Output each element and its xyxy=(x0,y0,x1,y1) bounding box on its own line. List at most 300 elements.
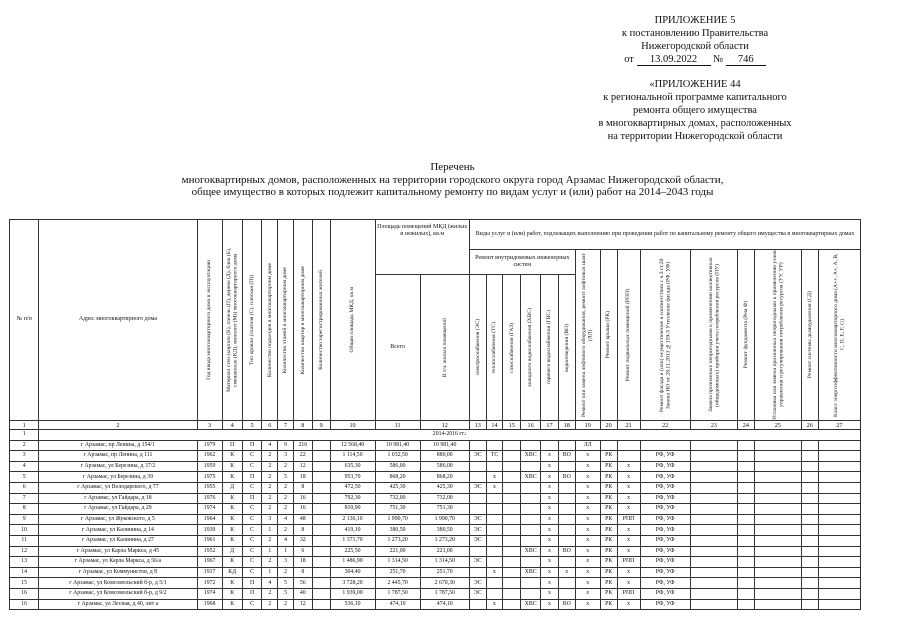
table-cell: х xyxy=(575,535,600,546)
table-cell: 880,00 xyxy=(420,451,469,462)
table-cell xyxy=(690,557,737,568)
address-cell: г Арзамас, ул Жуковского, д 5 xyxy=(39,514,197,525)
table-cell: ВО xyxy=(558,599,575,610)
table-cell xyxy=(737,525,754,536)
table-cell xyxy=(801,578,818,589)
column-number: 14 xyxy=(486,421,503,430)
col-vo: водоотведения (ВО) xyxy=(563,323,570,372)
table-cell: С xyxy=(242,525,262,536)
table-cell xyxy=(754,535,801,546)
table-cell: ЭС xyxy=(469,557,486,568)
table-cell: ЭС xyxy=(469,525,486,536)
table-cell: 5 xyxy=(278,578,294,589)
col-residents: Количество зарегистрированных жителей xyxy=(317,270,324,370)
table-cell: х xyxy=(575,599,600,610)
table-cell: 474,10 xyxy=(420,599,469,610)
table-cell xyxy=(558,514,575,525)
table-cell xyxy=(486,461,503,472)
table-cell: Д xyxy=(222,546,242,557)
col-entrances: Количество подъездов в многоквартирном доме xyxy=(266,262,273,378)
table-cell: С xyxy=(242,567,262,578)
table-cell: 425,30 xyxy=(375,482,420,493)
table-cell xyxy=(521,482,541,493)
col-basement: Ремонт подвальных помещений (РПП) xyxy=(625,288,632,382)
table-cell: С xyxy=(242,451,262,462)
address-cell: г Арзамас, ул Гайдара, д 18 xyxy=(39,493,197,504)
table-cell xyxy=(521,525,541,536)
address-cell: г Арзамас, ул Карла Маркса, д 56/а xyxy=(39,557,197,568)
table-cell: РФ, УФ xyxy=(640,461,690,472)
table-cell: 9 xyxy=(10,514,39,525)
table-cell xyxy=(818,578,860,589)
table-cell xyxy=(737,567,754,578)
column-number: 26 xyxy=(801,421,818,430)
table-cell: 12 xyxy=(293,461,312,472)
address-cell: г Арзамас, ул Березина, д 39 xyxy=(39,472,197,483)
table-cell: РФ, УФ xyxy=(640,482,690,493)
column-number: 16 xyxy=(521,421,541,430)
column-number: 6 xyxy=(262,421,278,430)
table-cell: х xyxy=(575,557,600,568)
table-cell xyxy=(737,504,754,515)
table-cell xyxy=(818,493,860,504)
table-cell xyxy=(737,493,754,504)
table-cell xyxy=(818,451,860,462)
table-cell xyxy=(690,461,737,472)
table-cell: П xyxy=(242,588,262,599)
table-cell: РК xyxy=(600,546,617,557)
table-cell: 13 xyxy=(10,557,39,568)
column-number: 12 xyxy=(420,421,469,430)
table-cell: 2 xyxy=(278,567,294,578)
table-row xyxy=(10,514,861,525)
table-cell: 1974 xyxy=(197,504,222,515)
table-cell: 1972 xyxy=(197,578,222,589)
table-cell xyxy=(754,461,801,472)
table-cell: С xyxy=(242,482,262,493)
table-cell: 1 273,20 xyxy=(375,535,420,546)
table-cell: 732,00 xyxy=(375,493,420,504)
table-body xyxy=(10,421,861,610)
table-cell: К xyxy=(222,504,242,515)
table-cell: 1 939,00 xyxy=(330,588,375,599)
table-cell: х xyxy=(541,546,559,557)
table-cell: ХВС xyxy=(521,599,541,610)
table-cell: х xyxy=(486,482,503,493)
table-cell xyxy=(486,588,503,599)
col-drainage: Ремонт системы дымоудаления (СД) xyxy=(806,291,813,379)
table-cell xyxy=(754,504,801,515)
table-cell: К xyxy=(222,525,242,536)
table-cell: х xyxy=(541,557,559,568)
table-cell xyxy=(503,514,521,525)
column-number: 1 xyxy=(10,421,39,430)
col-roof-repair: Ремонт крыши (РК) xyxy=(605,311,612,359)
table-cell: 380,50 xyxy=(420,525,469,536)
table-cell xyxy=(818,546,860,557)
table-cell: РПП xyxy=(617,557,640,568)
table-cell: 10 981,40 xyxy=(375,440,420,451)
table-cell: РК xyxy=(600,535,617,546)
table-cell: х xyxy=(541,525,559,536)
title-line1: Перечень xyxy=(430,161,475,173)
table-cell xyxy=(521,461,541,472)
table-cell: 1 990,70 xyxy=(420,514,469,525)
table-row xyxy=(10,525,861,536)
table-cell: К xyxy=(222,493,242,504)
appendix-5-title: ПРИЛОЖЕНИЕ 5 xyxy=(654,15,736,26)
table-cell: РК xyxy=(600,557,617,568)
column-number: 3 xyxy=(197,421,222,430)
table-cell: х xyxy=(575,461,600,472)
table-cell: 1975 xyxy=(197,472,222,483)
table-cell: ТС xyxy=(486,451,503,462)
table-cell xyxy=(690,451,737,462)
table-cell: 22 xyxy=(293,451,312,462)
col-premises-total: Всего xyxy=(375,275,420,421)
table-cell: ЭС xyxy=(469,588,486,599)
table-cell xyxy=(737,451,754,462)
table-cell: ХВС xyxy=(521,472,541,483)
table-cell: 1967 xyxy=(197,557,222,568)
table-cell xyxy=(541,440,559,451)
table-cell xyxy=(754,557,801,568)
table-cell: П xyxy=(242,472,262,483)
table-cell: 216 xyxy=(293,440,312,451)
table-cell xyxy=(754,599,801,610)
table-cell: 6 xyxy=(293,546,312,557)
table-row xyxy=(10,504,861,515)
table-cell: ВО xyxy=(558,546,575,557)
table-cell: 4 xyxy=(262,578,278,589)
table-cell xyxy=(617,451,640,462)
col-address: Адрес многоквартирного дома xyxy=(39,220,197,421)
table-cell: РК xyxy=(600,461,617,472)
table-cell xyxy=(754,525,801,536)
table-cell xyxy=(469,567,486,578)
table-cell: 8 xyxy=(10,504,39,515)
address-cell: г Арзамас, ул Володарского, д 77 xyxy=(39,482,197,493)
table-cell xyxy=(801,451,818,462)
table-cell: 56 xyxy=(293,578,312,589)
column-number: 2 xyxy=(39,421,197,430)
table-cell: 1976 xyxy=(197,493,222,504)
table-cell: 3 xyxy=(278,451,294,462)
table-cell xyxy=(469,440,486,451)
table-cell xyxy=(558,588,575,599)
table-cell: РК xyxy=(600,599,617,610)
table-cell: ХВС xyxy=(521,451,541,462)
table-cell xyxy=(312,525,330,536)
table-cell xyxy=(754,567,801,578)
period-row xyxy=(10,430,861,441)
table-cell: 12 xyxy=(10,546,39,557)
table-cell: х xyxy=(617,493,640,504)
table-cell xyxy=(312,546,330,557)
table-cell xyxy=(503,578,521,589)
table-cell: 2 xyxy=(262,588,278,599)
table-cell xyxy=(558,493,575,504)
table-cell: х xyxy=(541,451,559,462)
col-works-group: Виды услуг и (или) работ, подлежащих выполнению при проведении работ по капитальному ремонту общего имущества в многоквартирных домах xyxy=(469,220,860,250)
address-cell: г Арзамас, ул Калинина, д 14 xyxy=(39,525,197,536)
table-cell xyxy=(503,535,521,546)
table-cell xyxy=(818,440,860,451)
table-cell: 8 xyxy=(293,525,312,536)
table-cell xyxy=(801,472,818,483)
table-cell xyxy=(312,451,330,462)
table-cell xyxy=(737,578,754,589)
table-cell xyxy=(521,493,541,504)
table-cell: 225,50 xyxy=(330,546,375,557)
table-cell: 4 xyxy=(278,535,294,546)
table-cell: 1 032,50 xyxy=(375,451,420,462)
table-cell xyxy=(801,482,818,493)
table-cell xyxy=(801,588,818,599)
table-cell: ВО xyxy=(558,451,575,462)
table-cell: х xyxy=(541,504,559,515)
table-cell xyxy=(558,557,575,568)
table-cell xyxy=(486,578,503,589)
table-cell: П xyxy=(242,578,262,589)
column-number: 8 xyxy=(293,421,312,430)
table-cell: 4 xyxy=(10,461,39,472)
table-cell: ВО xyxy=(558,472,575,483)
table-cell: 1961 xyxy=(197,535,222,546)
table-row xyxy=(10,451,861,462)
table-cell xyxy=(801,557,818,568)
col-roof-type: Тип кровли (скатная (С), плоская (П)) xyxy=(248,274,255,366)
appendix-44-line3: ремонта общего имущества xyxy=(633,105,757,116)
table-cell: 1 787,50 xyxy=(420,588,469,599)
appendix-44-title: «ПРИЛОЖЕНИЕ 44 xyxy=(649,79,741,90)
col-gvs: горячего водоснабжения (ГВС) xyxy=(546,310,553,385)
table-cell: х xyxy=(617,504,640,515)
table-cell: 16 xyxy=(293,504,312,515)
table-cell: 1952 xyxy=(197,546,222,557)
table-cell: 1959 xyxy=(197,461,222,472)
table-cell: 1 273,20 xyxy=(420,535,469,546)
table-cell: 1 486,90 xyxy=(330,557,375,568)
column-number: 13 xyxy=(469,421,486,430)
appendix-5-block xyxy=(560,14,830,66)
table-cell: РК xyxy=(600,482,617,493)
col-premises-residential: В т.ч. жилых помещений xyxy=(441,317,448,378)
table-cell: х xyxy=(575,504,600,515)
table-cell: 2 670,30 xyxy=(420,578,469,589)
table-cell xyxy=(690,588,737,599)
table-cell: П xyxy=(222,440,242,451)
table-cell xyxy=(754,482,801,493)
table-cell: 635,30 xyxy=(330,461,375,472)
table-cell xyxy=(521,557,541,568)
table-cell xyxy=(818,482,860,493)
table-cell: РФ, УФ xyxy=(640,546,690,557)
table-cell: х xyxy=(617,461,640,472)
table-cell xyxy=(312,504,330,515)
table-cell xyxy=(617,440,640,451)
col-control-units: Установка или замена признанных непригодными к применению узлов управления и регулирования потребления ресурсов (УУ, УР) xyxy=(771,250,784,420)
table-cell: РФ, УФ xyxy=(640,535,690,546)
decree-number: 746 xyxy=(726,54,766,66)
table-cell xyxy=(690,567,737,578)
table-cell: Д xyxy=(222,482,242,493)
table-cell xyxy=(469,504,486,515)
table-cell xyxy=(801,493,818,504)
table-cell: 868,20 xyxy=(375,472,420,483)
table-cell: ХВС xyxy=(521,567,541,578)
table-cell xyxy=(558,440,575,451)
table-row xyxy=(10,482,861,493)
table-cell xyxy=(486,525,503,536)
table-cell xyxy=(558,578,575,589)
table-cell xyxy=(801,535,818,546)
table-cell: х xyxy=(617,472,640,483)
table-cell xyxy=(486,493,503,504)
table-cell: 2 xyxy=(262,482,278,493)
table-cell xyxy=(801,525,818,536)
table-cell: 868,20 xyxy=(420,472,469,483)
table-cell: ЭС xyxy=(469,578,486,589)
table-cell: 2 xyxy=(10,440,39,451)
table-cell xyxy=(690,482,737,493)
address-cell: г Арзамас, ул Березина, д 37/2 xyxy=(39,461,197,472)
table-cell xyxy=(469,461,486,472)
table-cell: 221,00 xyxy=(420,546,469,557)
table-cell: х xyxy=(486,472,503,483)
table-cell xyxy=(521,440,541,451)
decree-date: 13.09.2022 xyxy=(637,54,711,66)
table-cell xyxy=(503,440,521,451)
address-cell: г Арзамас, ул Комсомольский б-р, д 5/1 xyxy=(39,578,197,589)
table-cell: С xyxy=(242,461,262,472)
table-cell: 474,10 xyxy=(375,599,420,610)
table-cell: 12 xyxy=(293,599,312,610)
table-cell: РПП xyxy=(617,588,640,599)
col-num: № п/п xyxy=(10,220,39,421)
table-cell: РК xyxy=(600,504,617,515)
table-cell: ЭС xyxy=(469,535,486,546)
table-cell: ЭС xyxy=(469,451,486,462)
table-cell xyxy=(818,557,860,568)
table-cell: 1939 xyxy=(197,525,222,536)
table-cell: К xyxy=(222,472,242,483)
table-cell xyxy=(486,546,503,557)
table-cell: 251,70 xyxy=(420,567,469,578)
table-cell: х xyxy=(541,482,559,493)
table-cell: х xyxy=(486,599,503,610)
table-cell: С xyxy=(242,535,262,546)
table-cell: 8 xyxy=(293,567,312,578)
column-number: 24 xyxy=(737,421,754,430)
table-cell: ЭС xyxy=(469,514,486,525)
table-cell: 2 xyxy=(262,535,278,546)
table-cell: 221,00 xyxy=(375,546,420,557)
table-cell: 8 xyxy=(293,482,312,493)
table-cell xyxy=(312,440,330,451)
table-cell: х xyxy=(617,482,640,493)
table-cell: 1964 xyxy=(197,514,222,525)
col-apartments: Количество квартир в многоквартирном доме xyxy=(299,265,306,375)
table-cell: 304,40 xyxy=(330,567,375,578)
table-cell: х xyxy=(575,567,600,578)
col-facade: Ремонт фасада и (или) осуществление в соответствии с ч.3 ст.20 Закона НО от 28.11.2013 №159-З Утепление фасада (РФ, УФ) xyxy=(658,258,672,412)
table-cell xyxy=(469,493,486,504)
table-cell xyxy=(486,535,503,546)
table-cell: РФ, УФ xyxy=(640,525,690,536)
table-cell xyxy=(312,588,330,599)
table-cell: С xyxy=(242,599,262,610)
table-cell: К xyxy=(222,557,242,568)
table-cell: х xyxy=(541,578,559,589)
table-cell xyxy=(801,567,818,578)
table-cell xyxy=(486,440,503,451)
appendix-44-line5: на территории Нижегородской области xyxy=(607,131,783,142)
table-cell xyxy=(690,546,737,557)
table-cell xyxy=(312,599,330,610)
table-cell: К xyxy=(222,461,242,472)
table-row xyxy=(10,588,861,599)
address-cell: г Арзамас, ул Карла Маркса, д 45 xyxy=(39,546,197,557)
table-cell xyxy=(690,535,737,546)
table-cell: 16 xyxy=(293,493,312,504)
col-engineering-group: Ремонт внутридомовых инженерных систем xyxy=(469,250,575,275)
table-cell: 15 xyxy=(10,578,39,589)
table-cell: х xyxy=(541,535,559,546)
table-cell: 14 xyxy=(10,567,39,578)
table-cell xyxy=(801,514,818,525)
table-row xyxy=(10,440,861,451)
table-cell: х xyxy=(541,472,559,483)
table-cell xyxy=(801,504,818,515)
table-cell xyxy=(600,440,617,451)
table-cell xyxy=(737,599,754,610)
table-cell xyxy=(818,525,860,536)
table-cell: 586,00 xyxy=(420,461,469,472)
table-cell: 1968 xyxy=(197,599,222,610)
column-number: 9 xyxy=(312,421,330,430)
table-cell: х xyxy=(575,525,600,536)
col-walls: Материал стен (кирпич (К), панель (П), дерево (Д), блок (Б), смешанные (КД), монолит (М)) многоквартирного дома xyxy=(225,247,239,393)
table-cell: 1974 xyxy=(197,588,222,599)
table-cell xyxy=(486,504,503,515)
table-cell: РК xyxy=(600,493,617,504)
address-cell: г Арзамас, ул Гайдара, д 29 xyxy=(39,504,197,515)
table-cell xyxy=(312,578,330,589)
column-number: 4 xyxy=(222,421,242,430)
table-cell xyxy=(737,472,754,483)
table-cell: 2 xyxy=(278,493,294,504)
table-cell: К xyxy=(222,514,242,525)
table-cell xyxy=(312,567,330,578)
column-number: 27 xyxy=(818,421,860,430)
table-cell xyxy=(737,535,754,546)
table-cell xyxy=(690,493,737,504)
period-row-num: 1 xyxy=(10,430,39,441)
table-cell xyxy=(690,578,737,589)
table-cell xyxy=(818,535,860,546)
table-cell xyxy=(754,451,801,462)
table-cell: РФ, УФ xyxy=(640,578,690,589)
table-cell: РФ, УФ xyxy=(640,567,690,578)
column-number: 22 xyxy=(640,421,690,430)
table-cell: х xyxy=(558,567,575,578)
table-row xyxy=(10,535,861,546)
table-cell xyxy=(312,493,330,504)
table-cell xyxy=(312,472,330,483)
table-cell xyxy=(469,546,486,557)
table-cell: РФ, УФ xyxy=(640,514,690,525)
